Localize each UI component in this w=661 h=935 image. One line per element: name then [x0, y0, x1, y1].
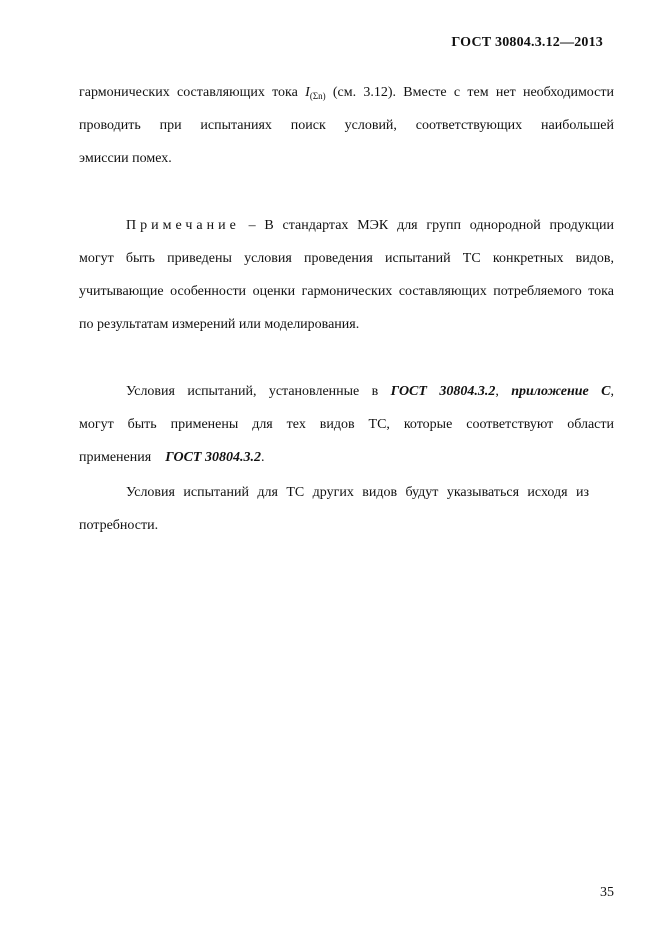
paragraph-2-line-3	[79, 441, 614, 474]
note-line-1	[79, 209, 614, 242]
paragraph-2-line-1	[79, 375, 614, 408]
current-subscript: (Σn)	[309, 91, 326, 101]
text: Условия испытаний, установленные в	[126, 384, 391, 399]
text: (см. 3.12). Вместе с тем нет необходимости	[325, 85, 614, 100]
standard-reference: ГОСТ 30804.3.2	[165, 450, 261, 465]
note-line-4: по результатам измерений или моделирования.	[79, 317, 360, 332]
text: ,	[495, 384, 499, 399]
paragraph-3-line-1: Условия испытаний для ТС других видов будут указываться исходя из	[126, 485, 589, 500]
paragraph-2-line-2: могут быть применены для тех видов ТС, которые соответствуют области	[79, 417, 614, 432]
paragraph-1-line-3: эмиссии помех.	[79, 151, 172, 166]
note-label: Примечание	[126, 218, 240, 233]
text: ,	[610, 384, 615, 399]
text: применения	[79, 450, 155, 465]
paragraph-1-line-1	[79, 76, 614, 110]
standard-reference: ГОСТ 30804.3.2	[390, 384, 496, 399]
text: .	[260, 450, 265, 465]
note-line-3: учитывающие особенности оценки гармонических составляющих потребляемого тока	[79, 284, 614, 299]
document-header: ГОСТ 30804.3.12—2013	[451, 35, 603, 50]
annex-reference: приложение С	[511, 384, 611, 399]
note-line-2: могут быть приведены условия проведения испытаний ТС конкретных видов,	[79, 251, 614, 266]
text: – В стандартах МЭК для групп однородной продукции	[239, 218, 614, 233]
paragraph-3-line-2: потребности.	[79, 518, 159, 533]
text: гармонических составляющих тока	[79, 85, 306, 100]
current-variable: I	[305, 85, 310, 100]
page-number: 35	[600, 885, 614, 900]
paragraph-1-line-2: проводить при испытаниях поиск условий, соответствующих наибольшей	[79, 118, 614, 133]
